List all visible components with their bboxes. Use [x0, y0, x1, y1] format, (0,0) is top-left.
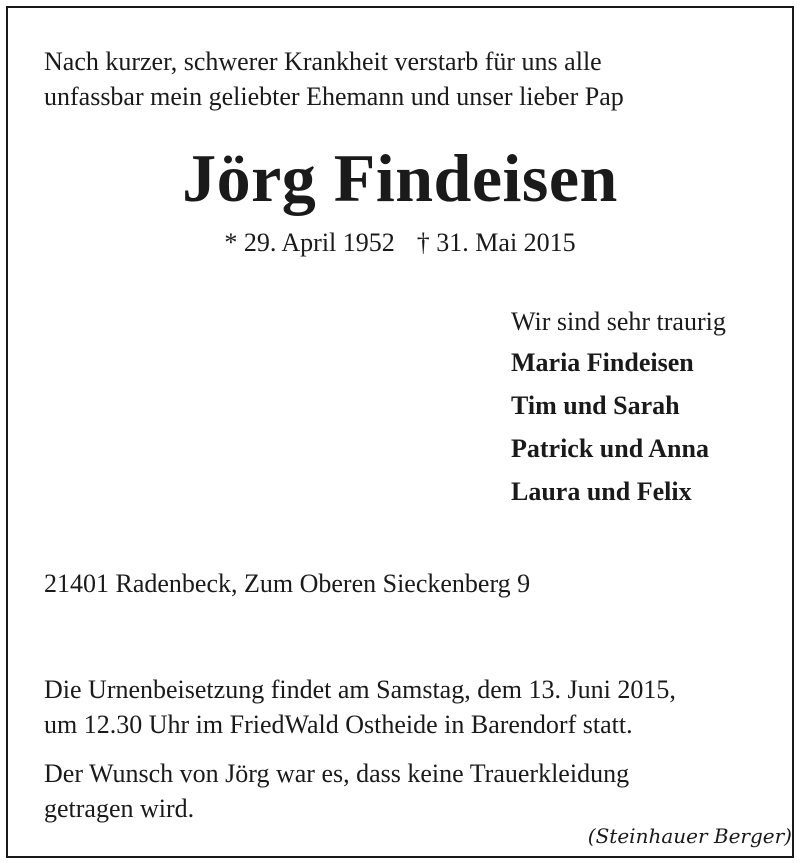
ceremony-line: Die Urnenbeisetzung findet am Samstag, dem 13. Juni 2015, — [44, 675, 676, 704]
deceased-name: Jörg Findeisen — [182, 140, 618, 216]
ceremony-line: um 12.30 Uhr im FriedWald Ostheide in Barendorf statt. — [44, 710, 633, 739]
life-dates — [0, 226, 800, 260]
death-date: † 31. Mai 2015 — [416, 228, 576, 257]
birth-date: * 29. April 1952 — [224, 228, 395, 257]
wish-text — [44, 756, 774, 826]
mourner-name: Tim und Sarah — [511, 391, 680, 420]
mourners-lead: Wir sind sehr traurig — [511, 307, 726, 336]
funeral-home-signature: (Steinhauer Berger) — [587, 824, 792, 848]
intro-text — [44, 44, 764, 114]
mourner-name: Maria Findeisen — [511, 348, 694, 377]
wish-line: Der Wunsch von Jörg war es, dass keine Trauerkleidung — [44, 759, 630, 788]
mourner-name: Patrick und Anna — [511, 434, 709, 463]
ceremony-text — [44, 672, 774, 742]
wish-line: getragen wird. — [44, 794, 195, 823]
mourners-block — [511, 303, 781, 513]
intro-line: unfassbar mein geliebter Ehemann und unser lieber Pap — [44, 82, 624, 111]
intro-line: Nach kurzer, schwerer Krankheit verstarb für uns alle — [44, 47, 602, 76]
family-address: 21401 Radenbeck, Zum Oberen Sieckenberg 9 — [44, 569, 531, 598]
mourner-name: Laura und Felix — [511, 477, 692, 506]
